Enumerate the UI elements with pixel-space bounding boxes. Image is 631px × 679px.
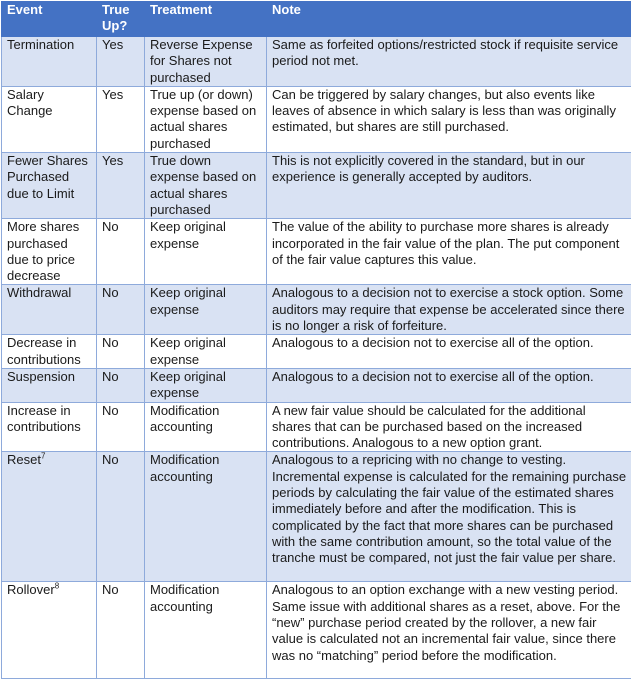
table-row: [2, 402, 631, 452]
header-row: [2, 2, 631, 37]
cell-note-text: Analogous to a decision not to exercise all of the option.: [272, 335, 594, 350]
cell-treatment: [145, 285, 267, 335]
cell-treatment-text: Keep original expense: [150, 369, 226, 400]
cell-true-up-text: No: [102, 369, 119, 384]
cell-event-text: Reset: [7, 452, 41, 467]
cell-note: [267, 582, 631, 679]
table-row: [2, 285, 631, 335]
cell-treatment-text: Keep original expense: [150, 285, 226, 316]
cell-true-up-text: No: [102, 285, 119, 300]
cell-true-up-text: No: [102, 403, 119, 418]
cell-treatment: [145, 335, 267, 369]
cell-treatment: [145, 86, 267, 152]
cell-true-up-text: Yes: [102, 153, 123, 168]
cell-treatment: [145, 452, 267, 582]
header-event: Event: [2, 2, 97, 37]
cell-true-up: [97, 285, 145, 335]
cell-treatment-text: Modification accounting: [150, 582, 219, 613]
table-row: [2, 582, 631, 679]
cell-note-text: Can be triggered by salary changes, but also events like leaves of absence in which salary is less than was originally estimated, but shares are still purchased.: [272, 87, 616, 135]
cell-note: [267, 285, 631, 335]
cell-true-up: [97, 219, 145, 285]
cell-true-up: [97, 402, 145, 452]
table-row: [2, 219, 631, 285]
cell-true-up-text: No: [102, 335, 119, 350]
cell-event: [2, 285, 97, 335]
cell-treatment: [145, 219, 267, 285]
table-row: [2, 452, 631, 582]
cell-note-text: Same as forfeited options/restricted stock if requisite service period not met.: [272, 37, 618, 68]
cell-event-text: Withdrawal: [7, 285, 71, 300]
cell-true-up-text: Yes: [102, 87, 123, 102]
cell-event: [2, 452, 97, 582]
cell-treatment-text: Modification accounting: [150, 452, 219, 483]
cell-treatment-text: Keep original expense: [150, 219, 226, 250]
cell-treatment: [145, 582, 267, 679]
cell-note-text: The value of the ability to purchase more shares is already incorporated in the fair value of the plan. The put component of the fair value captures this value.: [272, 219, 619, 267]
cell-treatment: [145, 37, 267, 87]
cell-event: [2, 402, 97, 452]
cell-note: [267, 86, 631, 152]
table-row: [2, 86, 631, 152]
footnote-ref: 8: [55, 582, 59, 591]
cell-note: [267, 153, 631, 219]
cell-note: [267, 402, 631, 452]
cell-note: [267, 452, 631, 582]
header-note: Note: [267, 2, 631, 37]
cell-event: [2, 582, 97, 679]
cell-note: [267, 37, 631, 87]
cell-note: [267, 219, 631, 285]
cell-treatment: [145, 153, 267, 219]
cell-true-up-text: No: [102, 219, 119, 234]
cell-event: [2, 368, 97, 402]
cell-true-up-text: Yes: [102, 37, 123, 52]
footnote-ref: 7: [41, 452, 45, 461]
cell-event: [2, 335, 97, 369]
cell-event: [2, 37, 97, 87]
cell-treatment-text: Modification accounting: [150, 403, 219, 434]
table-row: [2, 153, 631, 219]
cell-true-up-text: No: [102, 582, 119, 597]
event-treatment-table: [1, 1, 631, 679]
cell-event-text: Decrease in contributions: [7, 335, 81, 366]
cell-event-text: Fewer Shares Purchased due to Limit: [7, 153, 88, 201]
header-true-up: True Up?: [97, 2, 145, 37]
cell-true-up: [97, 153, 145, 219]
cell-note-text: A new fair value should be calculated for the additional shares that can be purchased based on the increased contributions. Analogous to a new option grant.: [272, 403, 586, 451]
cell-treatment-text: True down expense based on actual shares purchased: [150, 153, 256, 217]
cell-event-text: Increase in contributions: [7, 403, 81, 434]
cell-note-text: Analogous to a decision not to exercise a stock option. Some auditors may require that expense be accelerated since there is no longer a risk of forfeiture.: [272, 285, 625, 333]
cell-event: [2, 153, 97, 219]
cell-note-text: Analogous to a repricing with no change to vesting. Incremental expense is calculated for the remaining purchase periods by calculating the fair value of the estimated shares immediately before and after the modification. This is complicated by the fact that more shares can be purchased with the same contribution amount, so the total value of the tranche must be compared, not just the fair value per share.: [272, 452, 626, 565]
cell-note-text: Analogous to an option exchange with a new vesting period. Same issue with additional shares as a reset, above. For the “new” purchase period created by the rollover, a new fair value is calculated not an incremental fair value, since there was no “matching” period before the modification.: [272, 582, 620, 662]
cell-true-up: [97, 37, 145, 87]
cell-event-text: Suspension: [7, 369, 75, 384]
cell-note: [267, 335, 631, 369]
cell-event-text: Termination: [7, 37, 74, 52]
cell-note-text: This is not explicitly covered in the standard, but in our experience is generally accepted by auditors.: [272, 153, 585, 184]
cell-treatment: [145, 402, 267, 452]
cell-true-up: [97, 582, 145, 679]
cell-treatment-text: Keep original expense: [150, 335, 226, 366]
cell-treatment-text: Reverse Expense for Shares not purchased: [150, 37, 253, 85]
cell-event-text: Rollover: [7, 582, 55, 597]
table-row: [2, 368, 631, 402]
cell-event: [2, 86, 97, 152]
header-treatment: Treatment: [145, 2, 267, 37]
cell-true-up-text: No: [102, 452, 119, 467]
cell-note-text: Analogous to a decision not to exercise all of the option.: [272, 369, 594, 384]
cell-event: [2, 219, 97, 285]
cell-note: [267, 368, 631, 402]
cell-treatment: [145, 368, 267, 402]
cell-true-up: [97, 368, 145, 402]
cell-true-up: [97, 452, 145, 582]
cell-treatment-text: True up (or down) expense based on actual shares purchased: [150, 87, 256, 151]
table-row: [2, 335, 631, 369]
table-row: [2, 37, 631, 87]
cell-true-up: [97, 335, 145, 369]
cell-true-up: [97, 86, 145, 152]
cell-event-text: Salary Change: [7, 87, 53, 118]
cell-event-text: More shares purchased due to price decrease: [7, 219, 79, 283]
